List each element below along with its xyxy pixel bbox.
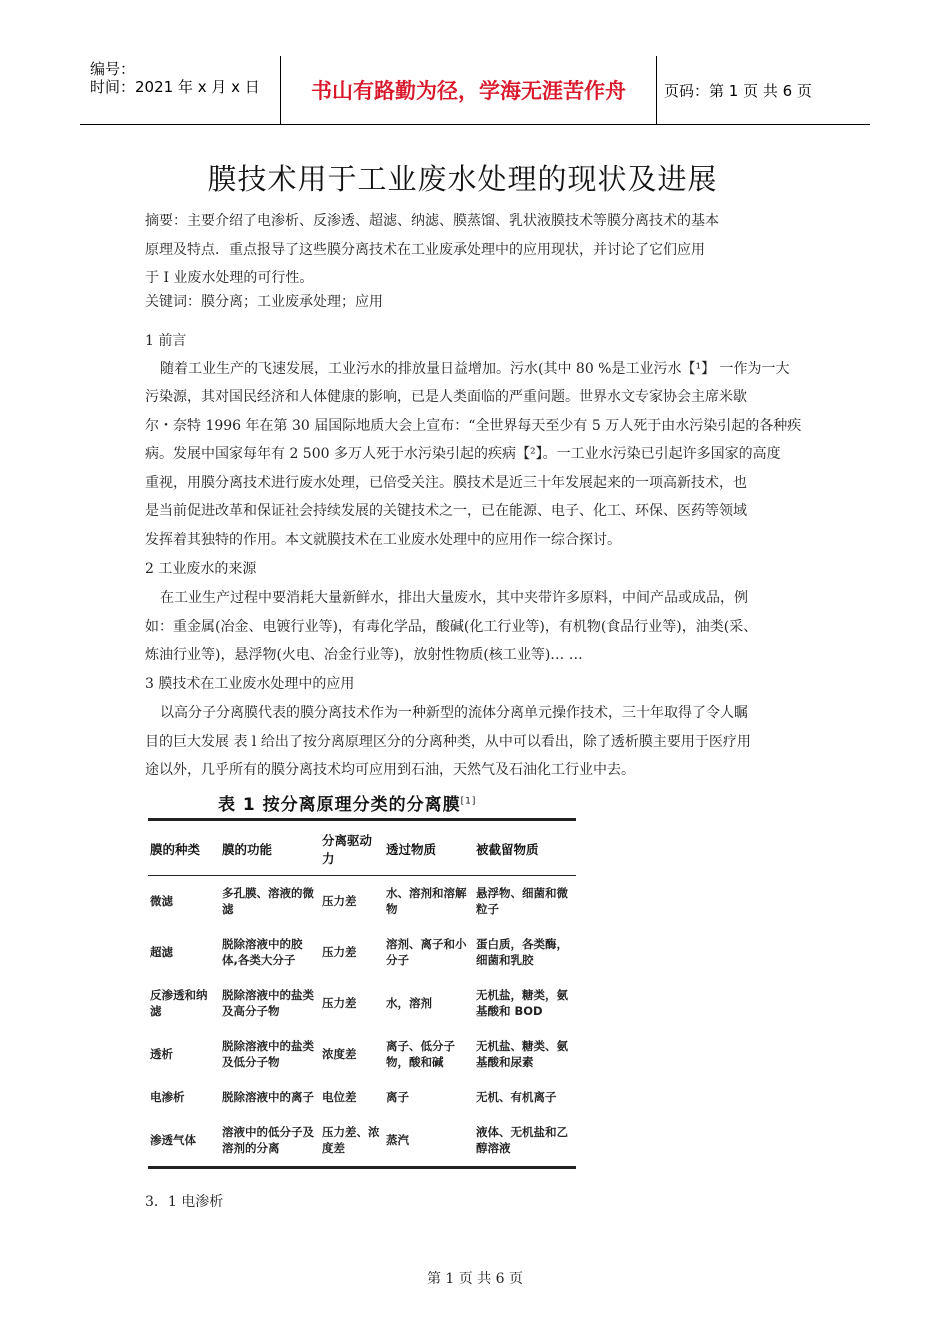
table-row — [148, 1115, 576, 1166]
table-caption — [218, 790, 476, 815]
table-cell: 微滤 — [150, 894, 173, 908]
table-cell: 无机盐、糖类、氨基酸和尿素 — [476, 1039, 568, 1069]
table-cell: 透析 — [150, 1047, 173, 1061]
table-cell: 压力差 — [322, 945, 357, 959]
number-label: 编号： — [90, 60, 136, 78]
table-cell: 脱除溶液中的离子 — [222, 1090, 314, 1104]
date-label: 时间：2021 年 x 月 x 日 — [90, 78, 260, 96]
table-cell: 悬浮物、细菌和微粒子 — [476, 886, 568, 916]
table-caption-ref: [1] — [460, 796, 477, 807]
table-cell: 电位差 — [322, 1090, 357, 1104]
table-cell: 水、溶剂和溶解物 — [386, 886, 467, 916]
paragraph-line: 病。发展中国家每年有 2 500 多万人死于水污染引起的疾病【²】。一工业水污染已引起许多国家的高度 — [145, 446, 781, 462]
paragraph-line: 如：重金属(冶金、电镀行业等)，有毒化学品，酸碱(化工行业等)，有机物(食品行业等)，油类(采、 — [145, 619, 758, 635]
page-footer: 第 1 页 共 6 页 — [426, 1271, 524, 1287]
paragraph-line: 目的巨大发展 表 l 给出了按分离原理区分的分离种类，从中可以看出，除了透析膜主要用于医疗用 — [145, 734, 751, 750]
table-cell: 无机、有机离子 — [476, 1090, 557, 1104]
table-cell: 液体、无机盐和乙醇溶液 — [476, 1125, 568, 1155]
paragraph-line: 发挥着其独特的作用。本文就膜技术在工业废水处理中的应用作一综合探讨。 — [145, 532, 621, 548]
header-page-info: 页码：第 1 页 共 6 页 — [664, 81, 812, 100]
table-cell: 浓度差 — [322, 1047, 357, 1061]
paragraph-line: 污染源，其对国民经济和人体健康的影响，已是人类面临的严重问题。世界水文专家协会主席米歇 — [145, 389, 747, 405]
table-cell: 渗透气体 — [150, 1133, 196, 1147]
table-cell: 脱除溶液中的盐类及低分子物 — [222, 1039, 314, 1069]
table-header-cell: 被截留物质 — [474, 821, 576, 876]
table-cell: 压力差、浓度差 — [322, 1125, 380, 1155]
table-cell: 蒸汽 — [386, 1133, 409, 1147]
membrane-table — [148, 818, 576, 1169]
page-header — [80, 56, 870, 125]
section-heading: 3．1 电渗析 — [145, 1194, 224, 1210]
table-cell: 多孔膜、溶液的微滤 — [222, 886, 314, 916]
table-cell: 无机盐，糖类，氨基酸和 BOD — [476, 988, 568, 1018]
table-row — [148, 927, 576, 978]
table-cell: 反渗透和纳滤 — [150, 988, 208, 1018]
abstract-line: 摘要：主要介绍了电渗析、反渗透、超滤、纳滤、膜蒸馏、乳状液膜技术等膜分离技术的基本 — [145, 213, 719, 229]
table-row — [148, 876, 576, 928]
table-header-cell: 分离驱动力 — [320, 821, 384, 876]
paragraph-line: 重视，用膜分离技术进行废水处理，已倍受关注。膜技术是近三十年发展起来的一项高新技术，也 — [145, 475, 747, 491]
table-row — [148, 1080, 576, 1115]
paragraph-line: 随着工业生产的飞速发展，工业污水的排放量日益增加。污水(其中 80 %是工业污水【¹】 一作为一大 — [160, 361, 790, 377]
table-cell: 脱除溶液中的盐类及高分子物 — [222, 988, 314, 1018]
table-header-cell: 透过物质 — [384, 821, 474, 876]
keywords: 关键词：膜分离；工业废承处理；应用 — [145, 294, 383, 310]
table-cell: 超滤 — [150, 945, 173, 959]
table-header-row — [148, 821, 576, 876]
section-heading: 3 膜技术在工业废水处理中的应用 — [145, 676, 355, 692]
header-motto: 书山有路勤为径，学海无涯苦作舟 — [280, 56, 657, 124]
paragraph-line: 以高分子分离膜代表的膜分离技术作为一种新型的流体分离单元操作技术，三十年取得了令人瞩 — [160, 705, 748, 721]
table-cell: 电渗析 — [150, 1090, 185, 1104]
table-cell: 溶剂、离子和小分子 — [386, 937, 467, 967]
table-caption-text: 表 1 按分离原理分类的分离膜 — [218, 795, 461, 815]
paragraph-line: 是当前促进改革和保证社会持续发展的关键技术之一，已在能源、电子、化工、环保、医药等领域 — [145, 503, 747, 519]
table-cell: 蛋白质，各类酶，细菌和乳胶 — [476, 937, 568, 967]
table-cell: 压力差 — [322, 996, 357, 1010]
table-row — [148, 978, 576, 1029]
paragraph-line: 途以外，几乎所有的膜分离技术均可应用到石油，天然气及石油化工行业中去。 — [145, 762, 635, 778]
abstract-line: 于 I 业废水处理的可行性。 — [145, 270, 314, 286]
section-heading: 2 工业废水的来源 — [145, 561, 257, 577]
table-header-cell: 膜的种类 — [148, 821, 220, 876]
table-cell: 溶液中的低分子及溶剂的分离 — [222, 1125, 314, 1155]
document-title: 膜技术用于工业废水处理的现状及进展 — [207, 162, 718, 196]
table-row — [148, 1029, 576, 1080]
paragraph-line: 在工业生产过程中要消耗大量新鲜水，排出大量废水，其中夹带许多原料，中间产品或成品，例 — [160, 590, 748, 606]
section-heading: 1 前言 — [145, 333, 187, 349]
paragraph-line: 炼油行业等)，悬浮物(火电、冶金行业等)，放射性物质(核工业等)… … — [145, 647, 583, 663]
table-cell: 水，溶剂 — [386, 996, 432, 1010]
header-left — [90, 60, 285, 96]
table-header-cell: 膜的功能 — [220, 821, 320, 876]
table-cell: 脱除溶液中的胶体,各类大分子 — [222, 937, 303, 967]
paragraph-line: 尔・奈特 1996 年在第 30 届国际地质大会上宣布：“全世界每天至少有 5 万人死于由水污染引起的各种疾 — [145, 418, 802, 434]
table-cell: 离子、低分子物，酸和碱 — [386, 1039, 455, 1069]
table-cell: 压力差 — [322, 894, 357, 908]
table-cell: 离子 — [386, 1090, 409, 1104]
abstract-line: 原理及特点．重点报导了这些膜分离技术在工业废承处理中的应用现状，并讨论了它们应用 — [145, 242, 705, 258]
